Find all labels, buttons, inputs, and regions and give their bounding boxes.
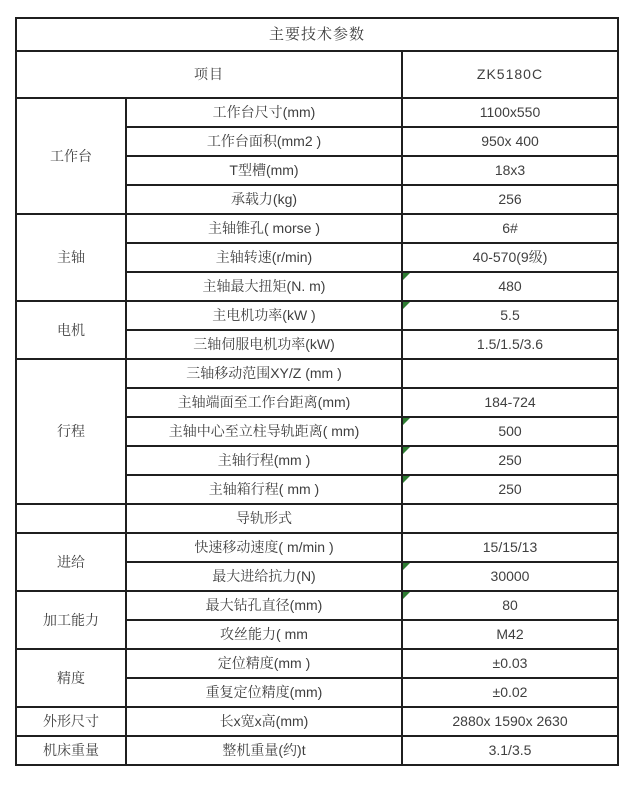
value-text: M42 xyxy=(496,626,524,643)
table-row xyxy=(16,301,618,330)
table-header-row xyxy=(16,51,618,98)
item-cell: 重复定位精度(mm) xyxy=(126,678,402,707)
table-row xyxy=(16,533,618,562)
value-text: 480 xyxy=(498,278,522,295)
cell-corner-flag-icon xyxy=(403,592,410,599)
value-cell xyxy=(402,649,618,678)
value-cell xyxy=(402,533,618,562)
item-cell: T型槽(mm) xyxy=(126,156,402,185)
value-cell xyxy=(402,678,618,707)
category-cell: 行程 xyxy=(16,359,126,504)
category-cell: 机床重量 xyxy=(16,736,126,765)
value-text: ±0.03 xyxy=(492,655,528,672)
value-text: 1.5/1.5/3.6 xyxy=(476,336,544,353)
item-cell: 定位精度(mm ) xyxy=(126,649,402,678)
table-row xyxy=(16,359,618,388)
item-cell: 主轴行程(mm ) xyxy=(126,446,402,475)
value-text: 3.1/3.5 xyxy=(488,742,532,759)
value-cell xyxy=(402,127,618,156)
value-text: 256 xyxy=(498,191,522,208)
value-text: 250 xyxy=(498,481,522,498)
category-cell xyxy=(16,504,126,533)
cell-corner-flag-icon xyxy=(403,447,410,454)
cell-corner-flag-icon xyxy=(403,563,410,570)
header-item-label: 项目 xyxy=(16,51,402,98)
value-text: 15/15/13 xyxy=(482,539,538,556)
value-text: 18x3 xyxy=(494,162,526,179)
spec-table xyxy=(15,17,619,766)
value-cell xyxy=(402,504,618,533)
cell-corner-flag-icon xyxy=(403,476,410,483)
cell-corner-flag-icon xyxy=(403,273,410,280)
table-title: 主要技术参数 xyxy=(16,18,618,51)
category-cell: 工作台 xyxy=(16,98,126,214)
table-row xyxy=(16,736,618,765)
value-cell xyxy=(402,185,618,214)
item-cell: 整机重量(约)t xyxy=(126,736,402,765)
item-cell: 主轴转速(r/min) xyxy=(126,243,402,272)
value-cell xyxy=(402,330,618,359)
item-cell: 主轴中心至立柱导轨距离( mm) xyxy=(126,417,402,446)
item-cell: 三轴移动范围XY/Z (mm ) xyxy=(126,359,402,388)
spec-table-body xyxy=(16,98,618,765)
category-cell: 进给 xyxy=(16,533,126,591)
value-cell xyxy=(402,359,618,388)
value-text: 6# xyxy=(502,220,518,237)
item-cell: 长x宽x高(mm) xyxy=(126,707,402,736)
value-cell xyxy=(402,591,618,620)
value-text: 950x 400 xyxy=(481,133,539,150)
value-cell xyxy=(402,475,618,504)
cell-corner-flag-icon xyxy=(403,418,410,425)
header-model-value: ZK5180C xyxy=(402,51,618,98)
item-cell: 工作台面积(mm2 ) xyxy=(126,127,402,156)
cell-corner-flag-icon xyxy=(403,302,410,309)
item-cell: 主电机功率(kW ) xyxy=(126,301,402,330)
value-text: 80 xyxy=(502,597,518,614)
item-cell: 承载力(kg) xyxy=(126,185,402,214)
item-cell: 攻丝能力( mm xyxy=(126,620,402,649)
value-cell xyxy=(402,301,618,330)
item-cell: 最大钻孔直径(mm) xyxy=(126,591,402,620)
item-cell: 最大进给抗力(N) xyxy=(126,562,402,591)
value-cell xyxy=(402,620,618,649)
value-cell xyxy=(402,446,618,475)
item-cell: 主轴锥孔( morse ) xyxy=(126,214,402,243)
table-row xyxy=(16,649,618,678)
item-cell: 导轨形式 xyxy=(126,504,402,533)
table-row xyxy=(16,504,618,533)
table-row xyxy=(16,707,618,736)
value-cell xyxy=(402,156,618,185)
item-cell: 工作台尺寸(mm) xyxy=(126,98,402,127)
value-cell xyxy=(402,417,618,446)
value-text: 30000 xyxy=(490,568,530,585)
category-cell: 电机 xyxy=(16,301,126,359)
table-row xyxy=(16,591,618,620)
value-text: 500 xyxy=(498,423,522,440)
category-cell: 加工能力 xyxy=(16,591,126,649)
value-cell xyxy=(402,243,618,272)
value-cell xyxy=(402,736,618,765)
value-text: 250 xyxy=(498,452,522,469)
value-text: ±0.02 xyxy=(492,684,528,701)
category-cell: 主轴 xyxy=(16,214,126,301)
item-cell: 主轴箱行程( mm ) xyxy=(126,475,402,504)
value-cell xyxy=(402,388,618,417)
item-cell: 快速移动速度( m/min ) xyxy=(126,533,402,562)
item-cell: 三轴伺服电机功率(kW) xyxy=(126,330,402,359)
category-cell: 外形尺寸 xyxy=(16,707,126,736)
value-text: 1100x550 xyxy=(479,104,541,121)
value-text: 40-570(9级) xyxy=(472,249,548,266)
table-title-row xyxy=(16,18,618,51)
value-cell xyxy=(402,562,618,591)
value-text: 2880x 1590x 2630 xyxy=(452,713,568,730)
item-cell: 主轴端面至工作台距离(mm) xyxy=(126,388,402,417)
category-cell: 精度 xyxy=(16,649,126,707)
value-cell xyxy=(402,272,618,301)
table-row xyxy=(16,214,618,243)
value-cell xyxy=(402,707,618,736)
value-cell xyxy=(402,98,618,127)
item-cell: 主轴最大扭矩(N. m) xyxy=(126,272,402,301)
table-row xyxy=(16,98,618,127)
value-text: 184-724 xyxy=(484,394,536,411)
value-cell xyxy=(402,214,618,243)
value-text: 5.5 xyxy=(500,307,520,324)
